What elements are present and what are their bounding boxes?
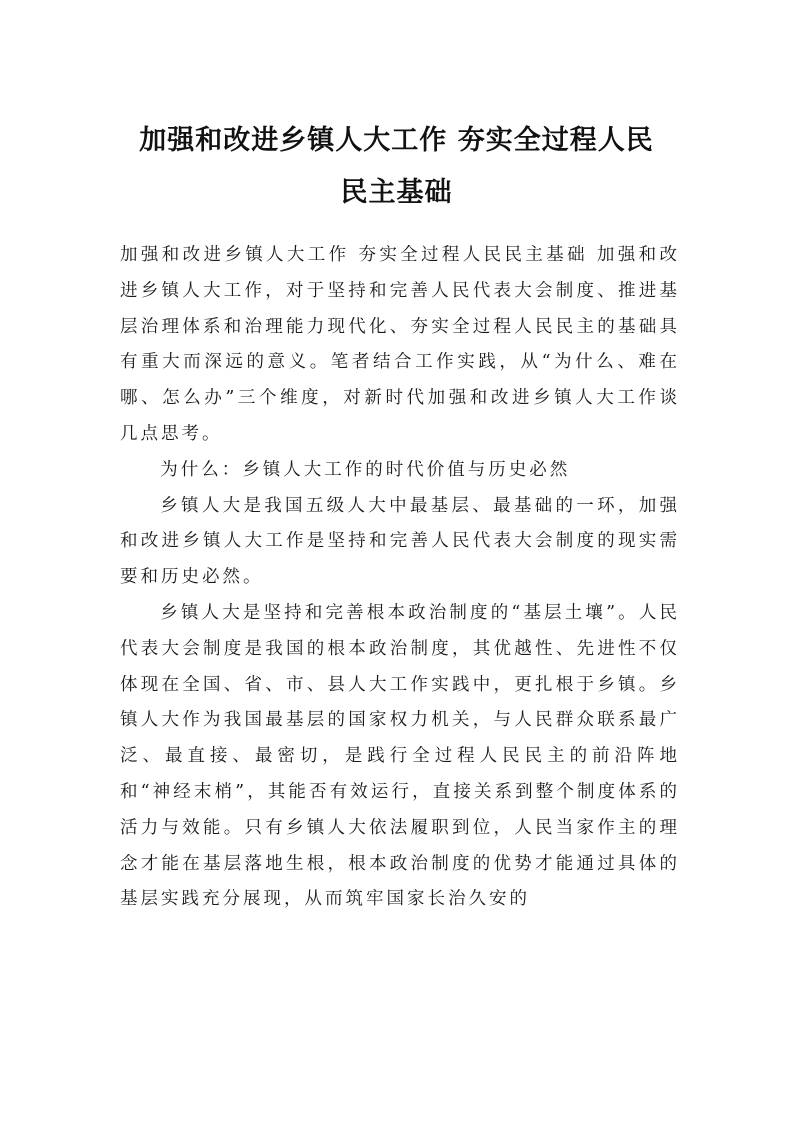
body-paragraph: 乡镇人大是坚持和完善根本政治制度的“基层土壤”。人民代表大会制度是我国的根本政治制度，其优越性、先进性不仅体现在全国、省、市、县人大工作实践中，更扎根于乡镇。乡镇人大作为我国最基层的国家权力机关，与人民群众联系最广泛、最直接、最密切，是践行全过程人民民主的前沿阵地和“神经末梢”，其能否有效运行，直接关系到整个制度体系的活力与效能。只有乡镇人大依法履职到位，人民当家作主的理念才能在基层落地生根，根本政治制度的优势才能通过具体的基层实践充分展现，从而筑牢国家长治久安的 [120,602,680,910]
body-paragraph: 乡镇人大是我国五级人大中最基层、最基础的一环，加强和改进乡镇人大工作是坚持和完善人民代表大会制度的现实需要和历史必然。 [120,495,680,588]
intro-paragraph: 加强和改进乡镇人大工作 夯实全过程人民民主基础 加强和改进乡镇人大工作，对于坚持和完善人民代表大会制度、推进基层治理体系和治理能力现代化、夯实全过程人民民主的基础具有重大而深远的意义。笔者结合工作实践，从“为什么、难在哪、怎么办”三个维度，对新时代加强和改进乡镇人大工作谈几点思考。 [120,245,680,444]
document-body [120,238,680,918]
document-title-line-1: 加强和改进乡镇人大工作 夯实全过程人民 [139,125,654,156]
document-title-line-2: 民主基础 [340,177,453,208]
section-heading: 为什么：乡镇人大工作的时代价值与历史必然 [160,459,571,480]
